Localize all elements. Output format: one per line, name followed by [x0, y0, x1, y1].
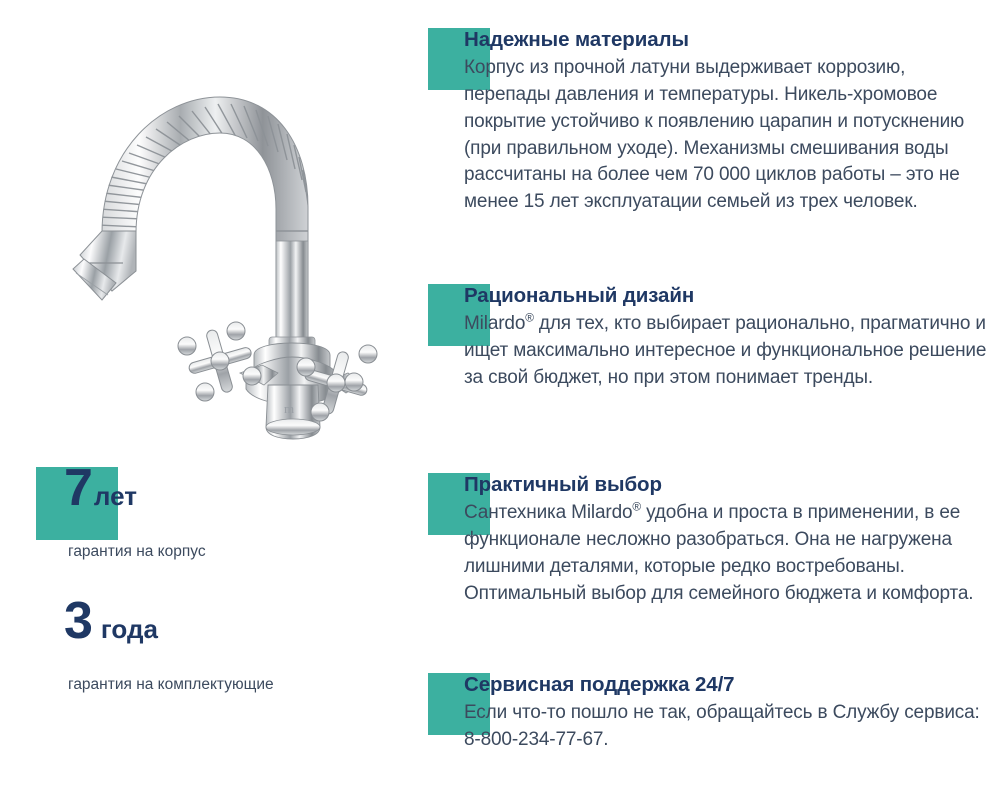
- feature-text: [464, 311, 990, 392]
- features-column: [428, 0, 993, 785]
- feature-body: [428, 673, 990, 754]
- warranty-value-line: [36, 459, 206, 540]
- feature-title: Сервисная поддержка 24/7: [464, 673, 735, 696]
- warranty-caption: гарантия на комплектующие: [68, 676, 274, 693]
- feature-body: [428, 284, 990, 392]
- registered-mark-icon: ®: [525, 311, 534, 325]
- faucet-body: [246, 343, 340, 439]
- warranty-figure: [36, 459, 206, 540]
- left-column: [0, 0, 420, 785]
- feature-rational-design: [428, 284, 990, 392]
- brand-mark-letter: m: [284, 401, 295, 416]
- feature-text: [464, 500, 990, 608]
- feature-body: [428, 473, 990, 607]
- warranty-number: 7: [64, 459, 92, 517]
- product-photo-faucet: [40, 55, 390, 450]
- brand-name: Milardo: [464, 312, 526, 334]
- warranty-caption: гарантия на корпус: [68, 543, 206, 560]
- feature-service-support: [428, 673, 990, 754]
- feature-text-main: удобна и проста в применении, в ее функционале несложно разобраться. Она не нагружена лишними деталями, которые редко востребованы. Оптимальный выбор для семейного бюджета и комфорта.: [464, 501, 974, 604]
- faucet-riser: [269, 241, 315, 353]
- feature-text-main: Если что-то пошло не так, обращайтесь в Службу сервиса: 8-800-234-77-67.: [464, 701, 980, 750]
- warranty-block-parts: [36, 592, 274, 695]
- warranty-block-body: [36, 459, 206, 562]
- warranty-value-line: [36, 592, 274, 673]
- feature-title: Надежные материалы: [464, 28, 689, 51]
- warranty-figure: [36, 592, 274, 673]
- warranty-unit: года: [100, 614, 158, 644]
- feature-title: Рациональный дизайн: [464, 284, 695, 307]
- faucet-spout-outlet: [73, 231, 136, 300]
- warranty-unit: лет: [93, 481, 137, 511]
- brand-name: Сантехника Milardo: [464, 501, 633, 523]
- feature-text: [464, 55, 990, 217]
- registered-mark-icon: ®: [632, 500, 641, 514]
- feature-practical-choice: [428, 473, 990, 607]
- feature-title: Практичный выбор: [464, 473, 662, 496]
- feature-text: [464, 700, 990, 754]
- feature-reliable-materials: [428, 28, 990, 216]
- feature-text-main: для тех, кто выбирает рационально, прагматично и ищет максимально интересное и функциональное решение за свой бюджет, но при этом понимает тренды.: [464, 312, 987, 388]
- feature-text-main: Корпус из прочной латуни выдерживает коррозию, перепады давления и температуры. Никель-хромовое покрытие устойчиво к появлению царапин и потускнению (при правильном уходе). Механизмы смешивания воды рассчитаны на более чем 70 000 циклов работы – это не менее 15 лет эксплуатации семьей из трех человек.: [464, 56, 965, 213]
- feature-body: [428, 28, 990, 216]
- warranty-number: 3: [64, 592, 92, 650]
